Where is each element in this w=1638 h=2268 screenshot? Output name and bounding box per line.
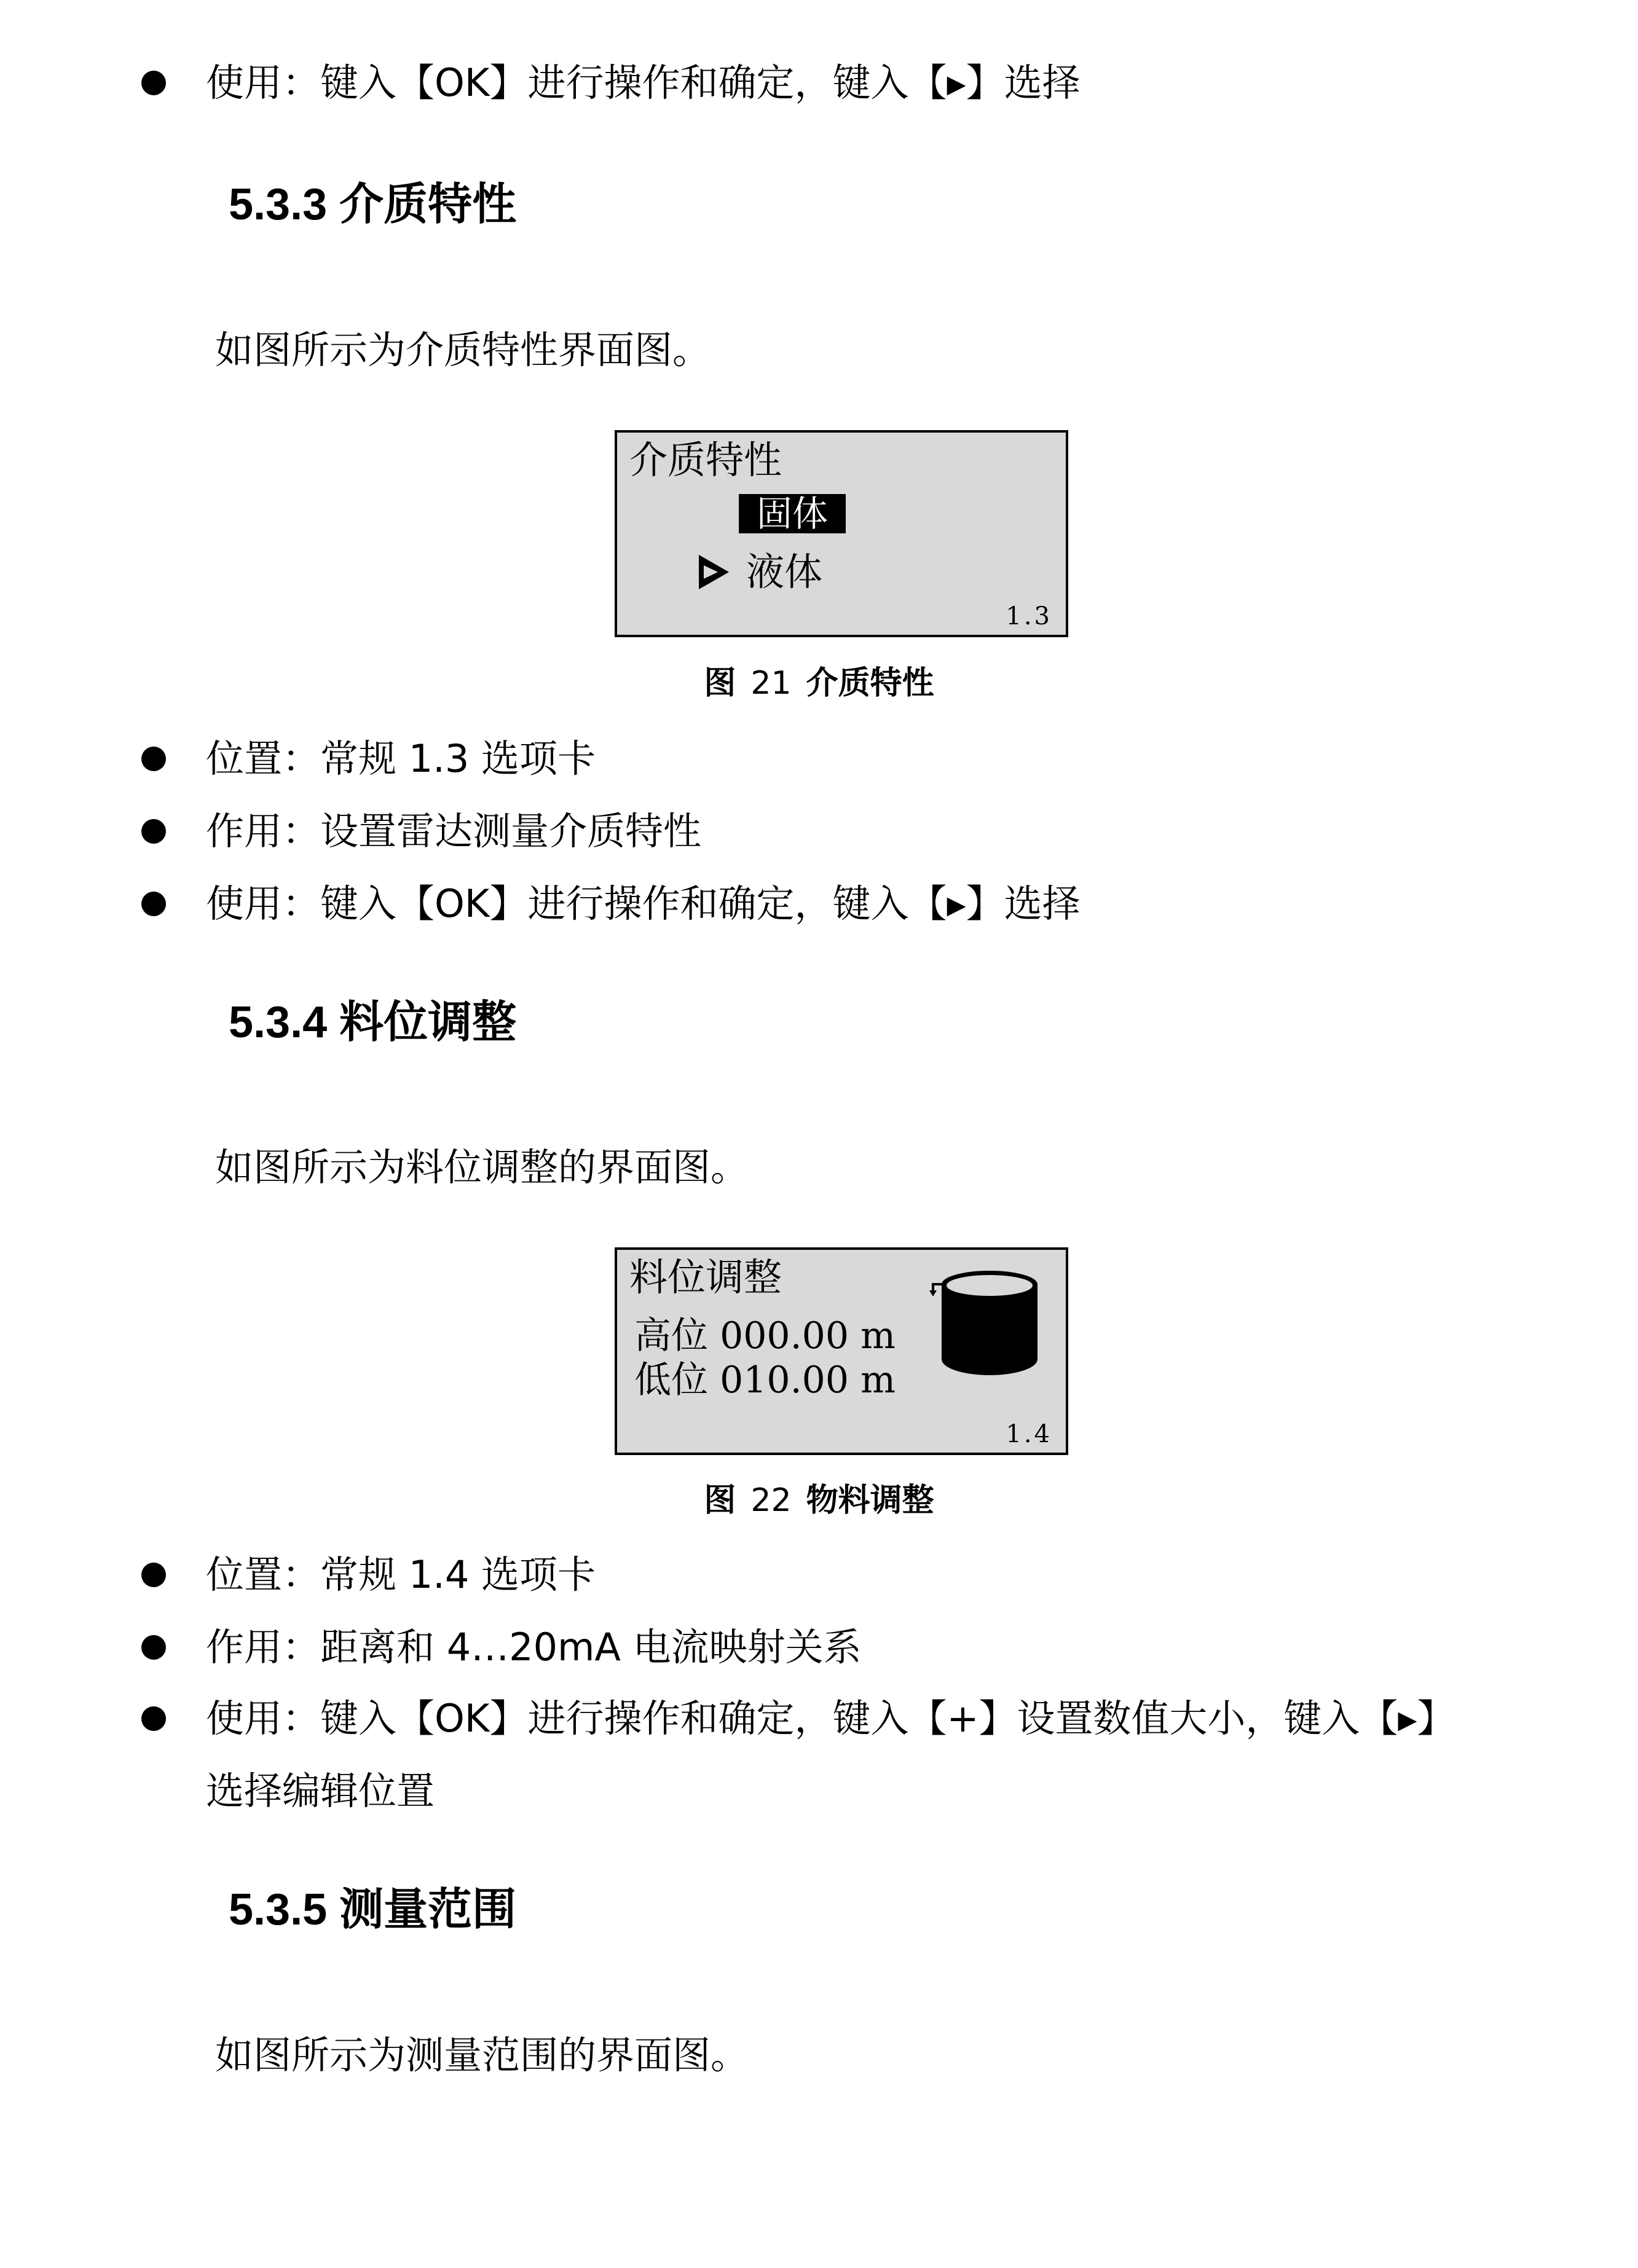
lcd-high-level: 高位 000.00 m [634, 1314, 896, 1357]
bullet-text: 使用：键入【OK】进行操作和确定，键入【▸】选择 [206, 60, 1081, 105]
tank-icon [918, 1261, 1041, 1386]
lcd-title: 介质特性 [629, 438, 782, 482]
caption-text: 物料调整 [806, 1482, 934, 1519]
section-intro-5-3-3: 如图所示为介质特性界面图。 [215, 328, 711, 372]
section-heading-5-3-3: 5.3.3 介质特性 [229, 180, 517, 229]
lcd-page-number: 1.3 [1006, 602, 1052, 630]
section-heading-5-3-5: 5.3.5 测量范围 [229, 1885, 517, 1934]
caption-number: 21 [750, 665, 792, 702]
bullet-dot [141, 747, 166, 771]
bullet-text: 作用：距离和 4…20mA 电流映射关系 [206, 1625, 862, 1670]
lcd-page-number: 1.4 [1006, 1420, 1052, 1448]
lcd-screen-medium [615, 430, 1068, 637]
lcd-option-cursor: 液体 [746, 549, 823, 594]
lcd-title: 料位调整 [629, 1255, 782, 1300]
lcd-screen-level [615, 1247, 1068, 1455]
bullet-dot [141, 1635, 166, 1660]
figure-caption-21 [0, 659, 1638, 708]
bullet-text: 使用：键入【OK】进行操作和确定，键入【+】设置数值大小，键入【▸】 [206, 1696, 1455, 1741]
bullet-text: 位置：常规 1.3 选项卡 [206, 736, 596, 781]
figure-caption-22 [0, 1476, 1638, 1525]
bullet-dot [141, 892, 166, 916]
bullet-text: 使用：键入【OK】进行操作和确定，键入【▸】选择 [206, 881, 1081, 926]
bullet-text: 位置：常规 1.4 选项卡 [206, 1552, 596, 1597]
caption-text: 介质特性 [806, 665, 934, 702]
section-intro-5-3-4: 如图所示为料位调整的界面图。 [215, 1145, 749, 1190]
lcd-option-selected: 固体 [739, 494, 846, 533]
bullet-dot [141, 1706, 166, 1731]
section-heading-5-3-4: 5.3.4 料位调整 [229, 998, 517, 1047]
lcd-low-level: 低位 010.00 m [634, 1359, 896, 1402]
cursor-arrow-icon [697, 553, 731, 594]
caption-prefix: 图 [704, 1482, 736, 1519]
bullet-dot [141, 819, 166, 844]
bullet-text: 选择编辑位置 [206, 1768, 435, 1813]
bullet-text: 作用：设置雷达测量介质特性 [206, 809, 702, 853]
bullet-dot [141, 71, 166, 95]
bullet-dot [141, 1563, 166, 1587]
caption-number: 22 [750, 1482, 792, 1519]
caption-prefix: 图 [704, 665, 736, 702]
section-intro-5-3-5: 如图所示为测量范围的界面图。 [215, 2033, 749, 2078]
